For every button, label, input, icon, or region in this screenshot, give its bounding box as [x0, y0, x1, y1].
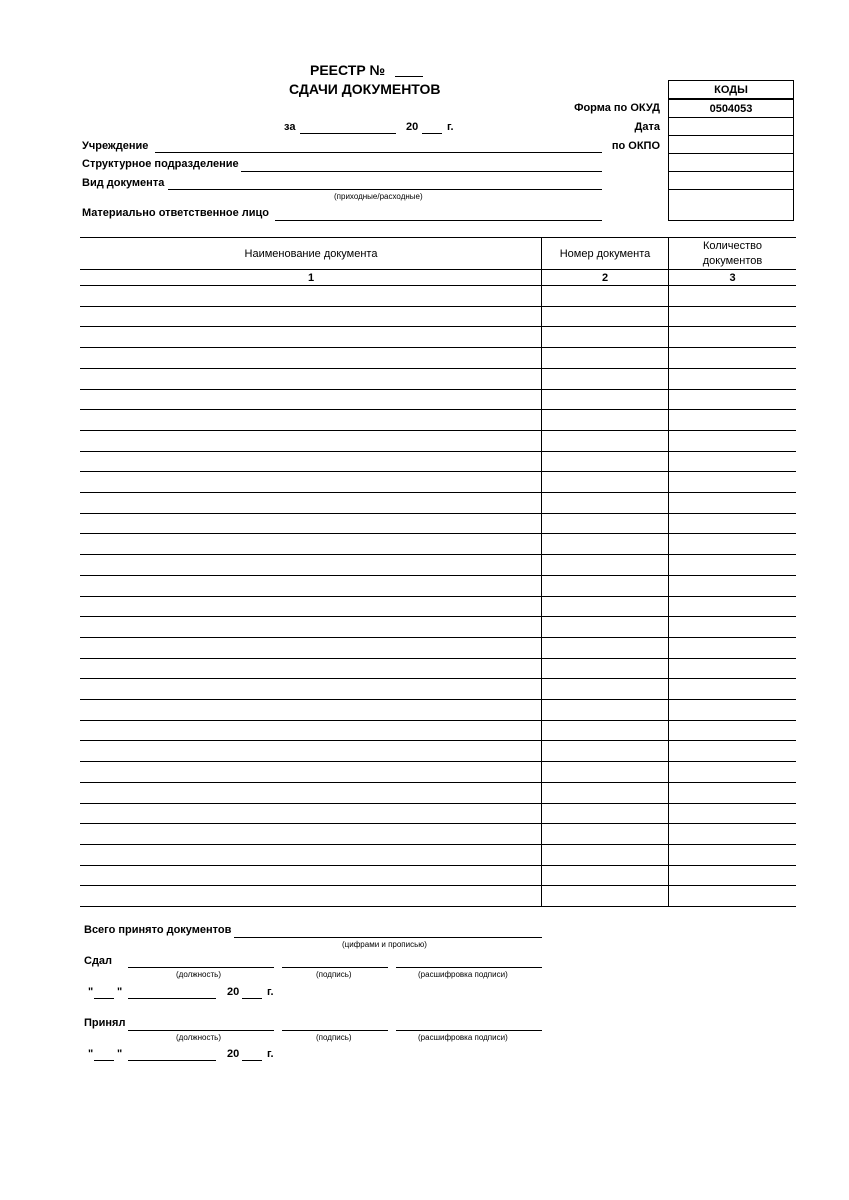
okpo-label: по ОКПО	[611, 140, 660, 152]
col1-header: Наименование документа	[244, 248, 378, 260]
period-year-line[interactable]	[422, 133, 442, 134]
col1-number: 1	[307, 272, 315, 284]
table-row[interactable]	[80, 699, 796, 700]
table-row[interactable]	[80, 678, 796, 679]
table-row[interactable]	[80, 492, 796, 493]
table-row[interactable]	[80, 430, 796, 431]
handed-day-line[interactable]	[94, 998, 114, 999]
table-header-border	[80, 269, 796, 270]
handed-position-hint: (должность)	[176, 970, 221, 979]
table-row[interactable]	[80, 389, 796, 390]
received-position-hint: (должность)	[176, 1033, 221, 1042]
okpo-value-cell[interactable]	[669, 136, 793, 154]
period-month-line[interactable]	[300, 133, 396, 134]
period-prefix: за	[284, 121, 296, 133]
handed-signature-line[interactable]	[282, 967, 388, 968]
handed-decoding-hint: (расшифровка подписи)	[418, 970, 508, 979]
received-year-prefix: 20	[227, 1048, 240, 1060]
table-row[interactable]	[80, 326, 796, 327]
code-extra-cell-1[interactable]	[669, 154, 793, 172]
table-row[interactable]	[80, 596, 796, 597]
okud-value-cell: 0504053	[669, 99, 793, 118]
title-line-2: СДАЧИ ДОКУМЕНТОВ	[289, 81, 441, 97]
table-row[interactable]	[80, 658, 796, 659]
received-label: Принял	[84, 1017, 126, 1029]
received-date-quote-open: "	[88, 1048, 94, 1060]
col3-header-2: документов	[702, 255, 763, 267]
codes-title: КОДЫ	[669, 81, 793, 99]
doc-type-hint: (приходные/расходные)	[334, 192, 423, 201]
table-row[interactable]	[80, 533, 796, 534]
total-hint: (цифрами и прописью)	[342, 940, 427, 949]
institution-line[interactable]	[155, 152, 602, 153]
register-number-line[interactable]	[395, 76, 423, 77]
table-row[interactable]	[80, 720, 796, 721]
handed-year-suffix: г.	[267, 986, 274, 998]
received-year-line[interactable]	[242, 1060, 262, 1061]
table-row[interactable]	[80, 782, 796, 783]
table-row[interactable]	[80, 409, 796, 410]
table-number-border	[80, 285, 796, 286]
handed-month-line[interactable]	[128, 998, 216, 999]
doc-type-label: Вид документа	[82, 177, 165, 189]
received-signature-hint: (подпись)	[316, 1033, 352, 1042]
handed-position-line[interactable]	[128, 967, 274, 968]
col2-number: 2	[601, 272, 609, 284]
table-col-divider-2	[668, 238, 669, 906]
handed-label: Сдал	[84, 955, 113, 967]
table-row[interactable]	[80, 823, 796, 824]
col3-number: 3	[729, 272, 736, 284]
table-row[interactable]	[80, 616, 796, 617]
handed-year-line[interactable]	[242, 998, 262, 999]
table-row[interactable]	[80, 906, 796, 907]
table-row[interactable]	[80, 554, 796, 555]
col3-header-1: Количество	[702, 240, 763, 252]
division-label: Структурное подразделение	[82, 158, 239, 170]
codes-box	[668, 80, 794, 221]
received-year-suffix: г.	[267, 1048, 274, 1060]
handed-date-quote-close: "	[117, 986, 123, 998]
total-label: Всего принято документов	[84, 924, 232, 936]
total-line[interactable]	[234, 937, 542, 938]
table-row[interactable]	[80, 471, 796, 472]
okud-label: Форма по ОКУД	[574, 102, 660, 114]
received-day-line[interactable]	[94, 1060, 114, 1061]
table-row[interactable]	[80, 368, 796, 369]
table-row[interactable]	[80, 740, 796, 741]
received-decoding-hint: (расшифровка подписи)	[418, 1033, 508, 1042]
period-year-prefix: 20	[406, 121, 419, 133]
institution-label: Учреждение	[82, 140, 149, 152]
responsible-line[interactable]	[275, 220, 602, 221]
table-row[interactable]	[80, 761, 796, 762]
table-row[interactable]	[80, 513, 796, 514]
table-row[interactable]	[80, 637, 796, 638]
date-label: Дата	[634, 121, 660, 133]
handed-year-prefix: 20	[227, 986, 240, 998]
date-value-cell[interactable]	[669, 118, 793, 136]
received-month-line[interactable]	[128, 1060, 216, 1061]
table-row[interactable]	[80, 844, 796, 845]
period-year-suffix: г.	[447, 121, 454, 133]
table-row[interactable]	[80, 451, 796, 452]
table-top-border	[80, 237, 796, 238]
responsible-label: Материально ответственное лицо	[82, 207, 270, 219]
col2-header: Номер документа	[559, 248, 651, 260]
table-row[interactable]	[80, 865, 796, 866]
table-row[interactable]	[80, 885, 796, 886]
title-line-1: РЕЕСТР №	[310, 62, 386, 78]
code-extra-cell-2[interactable]	[669, 172, 793, 190]
table-row[interactable]	[80, 803, 796, 804]
received-position-line[interactable]	[128, 1030, 274, 1031]
division-line[interactable]	[241, 171, 602, 172]
table-col-divider-1	[541, 238, 542, 906]
received-date-quote-close: "	[117, 1048, 123, 1060]
received-decoding-line[interactable]	[396, 1030, 542, 1031]
doc-type-line[interactable]	[168, 189, 602, 190]
handed-signature-hint: (подпись)	[316, 970, 352, 979]
handed-decoding-line[interactable]	[396, 967, 542, 968]
table-row[interactable]	[80, 306, 796, 307]
table-row[interactable]	[80, 347, 796, 348]
received-signature-line[interactable]	[282, 1030, 388, 1031]
table-row[interactable]	[80, 575, 796, 576]
handed-date-quote-open: "	[88, 986, 94, 998]
